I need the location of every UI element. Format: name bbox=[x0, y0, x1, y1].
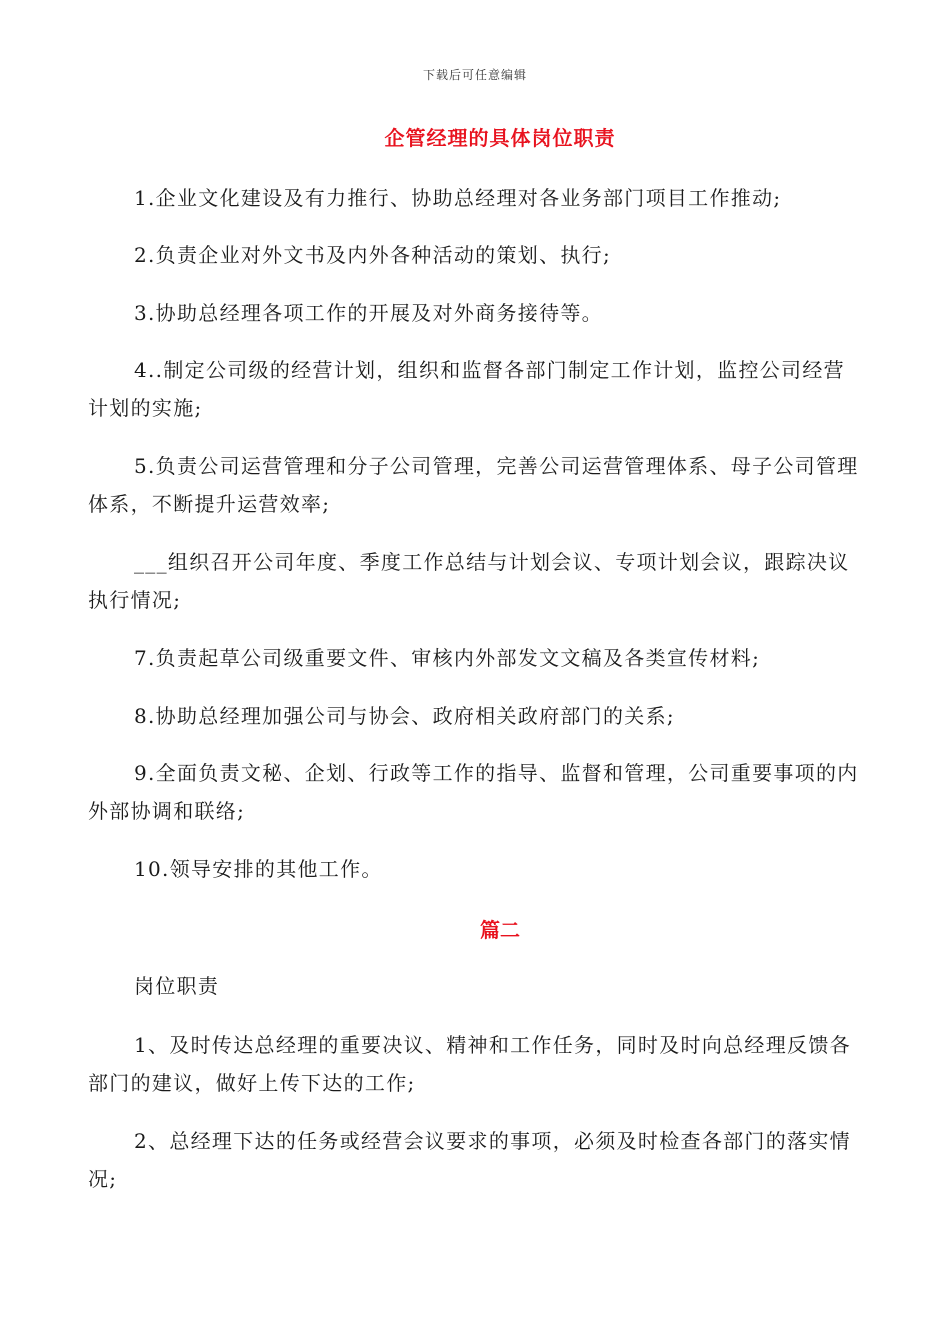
duty-item-7: 7.负责起草公司级重要文件、审核内外部发文文稿及各类宣传材料; bbox=[134, 646, 761, 670]
duty-item-4: 4..制定公司级的经营计划，组织和监督各部门制定工作计划，监控公司经营计划的实施; bbox=[88, 358, 845, 420]
section-item-1: 1、及时传达总经理的重要决议、精神和工作任务，同时及时向总经理反馈各部门的建议，做好上传下达的工作; bbox=[88, 1033, 851, 1095]
section-item-2: 2、总经理下达的任务或经营会议要求的事项，必须及时检查各部门的落实情况; bbox=[88, 1129, 851, 1191]
document-title: 企管经理的具体岗位职责 bbox=[384, 126, 616, 150]
duty-item-6: ___组织召开公司年度、季度工作总结与计划会议、专项计划会议，跟踪决议执行情况; bbox=[88, 550, 850, 612]
duty-item-9: 9.全面负责文秘、企划、行政等工作的指导、监督和管理，公司重要事项的内外部协调和联络; bbox=[88, 761, 859, 823]
duty-item-1: 1.企业文化建设及有力推行、协助总经理对各业务部门项目工作推动; bbox=[134, 186, 782, 210]
header-note: 下载后可任意编辑 bbox=[422, 68, 527, 82]
section-subtitle: 岗位职责 bbox=[134, 974, 220, 998]
duty-item-8: 8.协助总经理加强公司与协会、政府相关政府部门的关系; bbox=[134, 704, 675, 728]
duty-item-2: 2.负责企业对外文书及内外各种活动的策划、执行; bbox=[134, 243, 612, 267]
duty-item-5: 5.负责公司运营管理和分子公司管理，完善公司运营管理体系、母子公司管理体系，不断提升运营效率; bbox=[88, 454, 859, 516]
duty-item-3: 3.协助总经理各项工作的开展及对外商务接待等。 bbox=[134, 301, 603, 325]
section-title: 篇二 bbox=[480, 918, 520, 942]
duty-item-10: 10.领导安排的其他工作。 bbox=[134, 857, 383, 881]
